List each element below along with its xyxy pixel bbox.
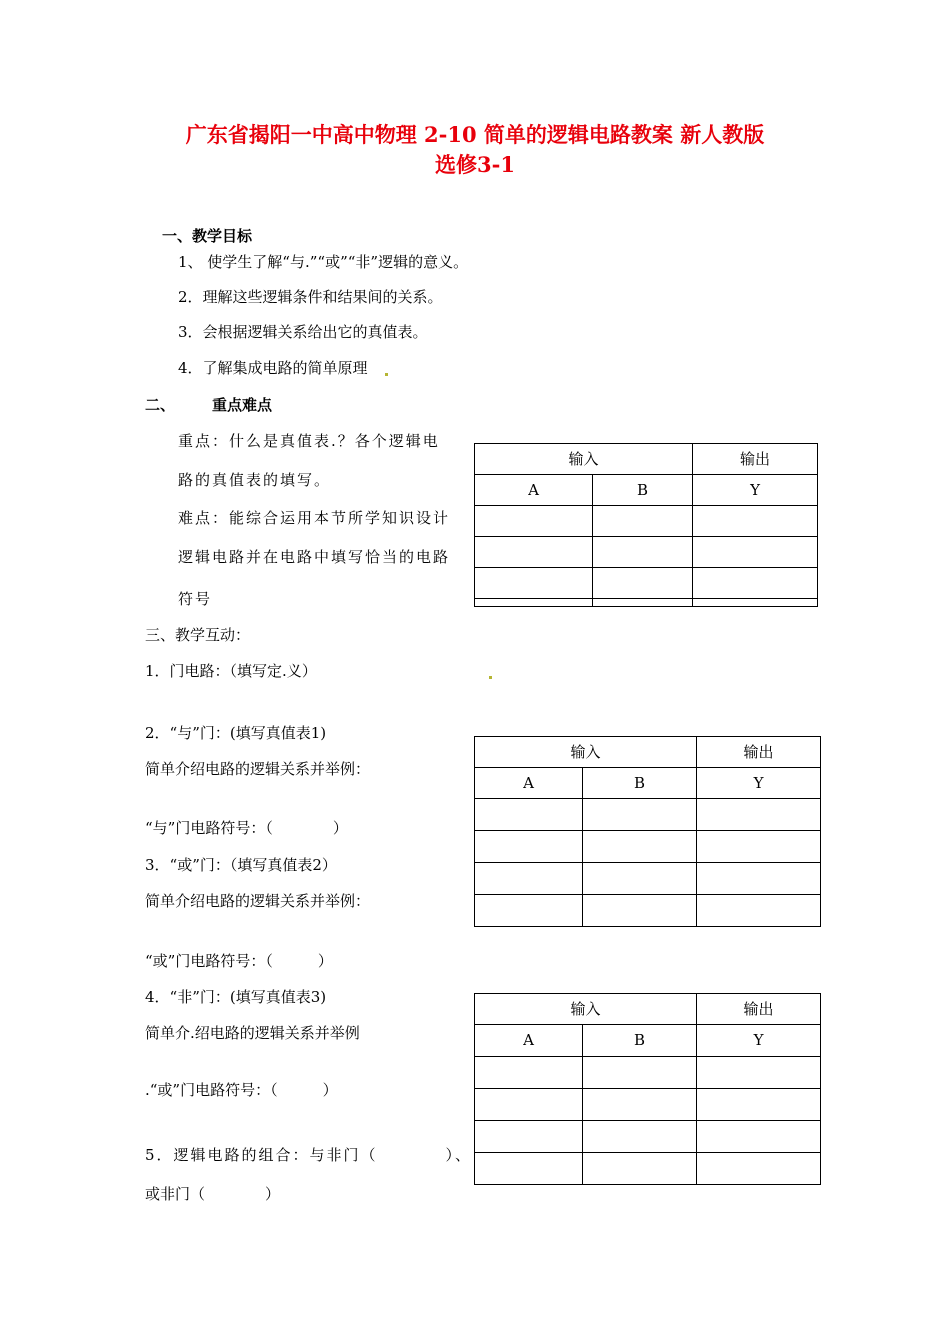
section2-line-1: 重点：什么是真值表.？各个逻辑电 — [178, 432, 440, 450]
table-cell — [593, 599, 693, 607]
table-cell — [697, 1121, 821, 1153]
table-cell — [693, 537, 818, 568]
section1-heading: 一、教学目标 — [162, 227, 253, 245]
table-cell — [583, 799, 697, 831]
table-cell — [475, 1089, 583, 1121]
header-output: 输出 — [697, 737, 821, 768]
table-cell — [697, 1057, 821, 1089]
column-a: A — [475, 475, 593, 506]
table-cell — [475, 895, 583, 927]
truth-table-1 — [474, 736, 821, 927]
section2-heading: 重点难点 — [212, 396, 273, 414]
table-cell — [583, 1089, 697, 1121]
header-output: 输出 — [697, 994, 821, 1025]
item2-description: 简单介绍电路的逻辑关系并举例： — [145, 760, 371, 778]
truth-table-top — [474, 443, 818, 607]
header-input: 输入 — [475, 994, 697, 1025]
column-a: A — [475, 768, 583, 799]
column-a: A — [475, 1025, 583, 1057]
header-input: 输入 — [475, 737, 697, 768]
item1-gate-circuit: 1．门电路：（填写定.义） — [145, 662, 317, 680]
table-cell — [697, 863, 821, 895]
table-cell — [697, 831, 821, 863]
mark-dot — [489, 676, 492, 679]
item2-and-gate: 2．“与”门：(填写真值表1) — [145, 724, 327, 742]
table-cell — [475, 863, 583, 895]
table-cell — [583, 863, 697, 895]
table-cell — [475, 506, 593, 537]
item4-not-gate: 4．“非”门：(填写真值表3) — [145, 988, 327, 1006]
table-cell — [593, 506, 693, 537]
section2-line-4: 逻辑电路并在电路中填写恰当的电路 — [178, 548, 451, 566]
table-cell — [583, 895, 697, 927]
item3-description: 简单介绍电路的逻辑关系并举例： — [145, 892, 371, 910]
section1-item-2: 2．理解这些逻辑条件和结果间的关系。 — [178, 288, 443, 306]
table-cell — [475, 537, 593, 568]
table-cell — [693, 506, 818, 537]
document-title-line2: 选修3-1 — [435, 152, 515, 177]
section2-line-2: 路的真值表的填写。 — [178, 471, 332, 489]
table-cell — [693, 568, 818, 599]
column-y: Y — [697, 768, 821, 799]
table-cell — [475, 599, 593, 607]
table-cell — [583, 1153, 697, 1185]
mark-dot — [385, 373, 388, 376]
section2-line-3: 难点：能综合运用本节所学知识设计 — [178, 509, 451, 527]
table-cell — [697, 895, 821, 927]
section1-item-4: 4．了解集成电路的简单原理 — [178, 359, 368, 377]
table-cell — [475, 1153, 583, 1185]
table-cell — [583, 1121, 697, 1153]
column-y: Y — [697, 1025, 821, 1057]
header-output: 输出 — [693, 444, 818, 475]
column-b: B — [583, 1025, 697, 1057]
column-b: B — [593, 475, 693, 506]
item3-or-gate: 3．“或”门：（填写真值表2） — [145, 856, 337, 874]
section1-item-3: 3．会根据逻辑关系给出它的真值表。 — [178, 323, 428, 341]
table-cell — [697, 1153, 821, 1185]
document-title-line1: 广东省揭阳一中高中物理 2-10 简单的逻辑电路教案 新人教版 — [185, 122, 765, 147]
item5-combination-line1: 5．逻辑电路的组合：与非门（ ）、 — [145, 1146, 473, 1164]
table-cell — [583, 831, 697, 863]
item4-symbol: .“或”门电路符号：（ ） — [145, 1081, 338, 1099]
item5-combination-line2: 或非门（ ） — [145, 1185, 281, 1203]
header-input: 输入 — [475, 444, 693, 475]
table-cell — [583, 1057, 697, 1089]
table-cell — [475, 1121, 583, 1153]
table-cell — [475, 799, 583, 831]
table-cell — [697, 799, 821, 831]
truth-table-3 — [474, 993, 821, 1185]
table-cell — [693, 599, 818, 607]
item3-symbol: “或”门电路符号：（ ） — [145, 952, 333, 970]
section1-item-1: 1、 使学生了解“与.”“或”“非”逻辑的意义。 — [178, 253, 469, 271]
table-cell — [475, 568, 593, 599]
section2-line-5: 符号 — [178, 590, 213, 608]
table-cell — [593, 537, 693, 568]
item2-symbol: “与”门电路符号：（ ） — [145, 819, 348, 837]
column-b: B — [583, 768, 697, 799]
section3-heading: 三、教学互动： — [145, 626, 251, 644]
table-cell — [475, 1057, 583, 1089]
item4-description: 简单介.绍电路的逻辑关系并举例 — [145, 1024, 360, 1042]
table-cell — [697, 1089, 821, 1121]
section2-heading-number: 二、 — [145, 396, 176, 414]
table-cell — [593, 568, 693, 599]
table-cell — [475, 831, 583, 863]
column-y: Y — [693, 475, 818, 506]
